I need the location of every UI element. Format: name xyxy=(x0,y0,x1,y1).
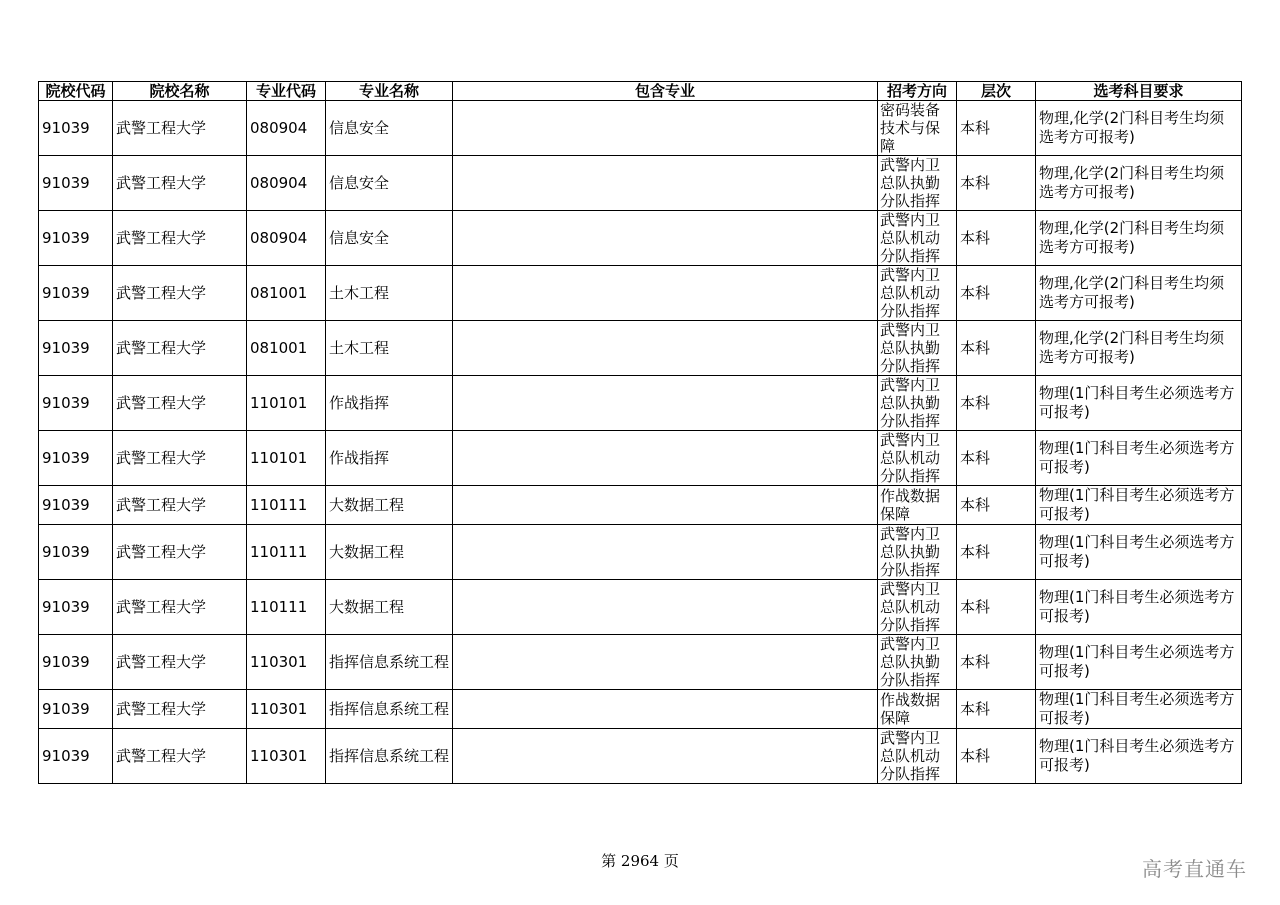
cell-direction: 武警内卫总队机动分队指挥 xyxy=(878,266,957,321)
cell-direction: 武警内卫总队机动分队指挥 xyxy=(878,211,957,266)
cell-included-majors xyxy=(453,321,878,376)
cell-major-code: 110111 xyxy=(247,525,326,580)
table-body xyxy=(39,101,1242,784)
cell-included-majors xyxy=(453,431,878,486)
cell-level: 本科 xyxy=(957,376,1036,431)
cell-direction: 武警内卫总队机动分队指挥 xyxy=(878,580,957,635)
cell-level: 本科 xyxy=(957,729,1036,784)
cell-major-code: 110101 xyxy=(247,376,326,431)
cell-direction: 武警内卫总队执勤分队指挥 xyxy=(878,525,957,580)
cell-direction: 密码装备技术与保障 xyxy=(878,101,957,156)
table-row xyxy=(39,729,1242,784)
cell-major-code: 081001 xyxy=(247,266,326,321)
cell-school-name: 武警工程大学 xyxy=(113,690,247,729)
header-included-majors: 包含专业 xyxy=(453,82,878,101)
table-row xyxy=(39,486,1242,525)
watermark-logo: 高考直通车 xyxy=(1142,857,1247,881)
cell-school-code: 91039 xyxy=(39,266,113,321)
cell-school-code: 91039 xyxy=(39,580,113,635)
admission-table-container xyxy=(38,81,1241,784)
table-row xyxy=(39,431,1242,486)
cell-major-code: 080904 xyxy=(247,101,326,156)
cell-subject-requirements: 物理,化学(2门科目考生均须选考方可报考) xyxy=(1036,156,1242,211)
header-level: 层次 xyxy=(957,82,1036,101)
cell-school-code: 91039 xyxy=(39,211,113,266)
cell-included-majors xyxy=(453,690,878,729)
cell-included-majors xyxy=(453,266,878,321)
cell-direction: 武警内卫总队机动分队指挥 xyxy=(878,431,957,486)
table-row xyxy=(39,525,1242,580)
cell-included-majors xyxy=(453,635,878,690)
cell-school-code: 91039 xyxy=(39,431,113,486)
cell-major-name: 信息安全 xyxy=(326,211,453,266)
cell-school-name: 武警工程大学 xyxy=(113,321,247,376)
cell-school-code: 91039 xyxy=(39,486,113,525)
cell-major-name: 大数据工程 xyxy=(326,580,453,635)
cell-major-code: 110301 xyxy=(247,690,326,729)
cell-level: 本科 xyxy=(957,101,1036,156)
cell-subject-requirements: 物理(1门科目考生必须选考方可报考) xyxy=(1036,690,1242,729)
cell-direction: 武警内卫总队执勤分队指挥 xyxy=(878,376,957,431)
cell-major-code: 110101 xyxy=(247,431,326,486)
cell-school-name: 武警工程大学 xyxy=(113,525,247,580)
admission-table xyxy=(38,81,1242,784)
cell-major-code: 080904 xyxy=(247,156,326,211)
cell-level: 本科 xyxy=(957,690,1036,729)
cell-direction: 作战数据保障 xyxy=(878,486,957,525)
cell-school-name: 武警工程大学 xyxy=(113,211,247,266)
table-row xyxy=(39,321,1242,376)
cell-included-majors xyxy=(453,729,878,784)
cell-school-name: 武警工程大学 xyxy=(113,580,247,635)
table-row xyxy=(39,156,1242,211)
cell-school-code: 91039 xyxy=(39,321,113,376)
table-header-row xyxy=(39,82,1242,101)
cell-included-majors xyxy=(453,580,878,635)
cell-school-name: 武警工程大学 xyxy=(113,431,247,486)
table-row xyxy=(39,376,1242,431)
table-row xyxy=(39,266,1242,321)
cell-included-majors xyxy=(453,525,878,580)
cell-included-majors xyxy=(453,101,878,156)
cell-included-majors xyxy=(453,486,878,525)
cell-major-name: 土木工程 xyxy=(326,321,453,376)
cell-major-name: 信息安全 xyxy=(326,156,453,211)
cell-school-name: 武警工程大学 xyxy=(113,635,247,690)
cell-level: 本科 xyxy=(957,580,1036,635)
cell-major-code: 110111 xyxy=(247,580,326,635)
header-school-name: 院校名称 xyxy=(113,82,247,101)
cell-direction: 武警内卫总队执勤分队指挥 xyxy=(878,635,957,690)
cell-direction: 武警内卫总队执勤分队指挥 xyxy=(878,321,957,376)
cell-subject-requirements: 物理(1门科目考生必须选考方可报考) xyxy=(1036,580,1242,635)
cell-school-code: 91039 xyxy=(39,690,113,729)
cell-subject-requirements: 物理(1门科目考生必须选考方可报考) xyxy=(1036,376,1242,431)
table-row xyxy=(39,690,1242,729)
cell-included-majors xyxy=(453,211,878,266)
cell-level: 本科 xyxy=(957,156,1036,211)
cell-subject-requirements: 物理,化学(2门科目考生均须选考方可报考) xyxy=(1036,321,1242,376)
cell-major-code: 110301 xyxy=(247,635,326,690)
cell-major-name: 土木工程 xyxy=(326,266,453,321)
cell-major-name: 作战指挥 xyxy=(326,431,453,486)
cell-subject-requirements: 物理(1门科目考生必须选考方可报考) xyxy=(1036,486,1242,525)
header-subject-requirements: 选考科目要求 xyxy=(1036,82,1242,101)
cell-school-name: 武警工程大学 xyxy=(113,266,247,321)
cell-school-code: 91039 xyxy=(39,101,113,156)
cell-major-name: 信息安全 xyxy=(326,101,453,156)
cell-major-name: 大数据工程 xyxy=(326,525,453,580)
cell-major-name: 指挥信息系统工程 xyxy=(326,690,453,729)
header-school-code: 院校代码 xyxy=(39,82,113,101)
cell-school-name: 武警工程大学 xyxy=(113,101,247,156)
cell-level: 本科 xyxy=(957,525,1036,580)
table-row xyxy=(39,211,1242,266)
header-direction: 招考方向 xyxy=(878,82,957,101)
cell-included-majors xyxy=(453,376,878,431)
table-row xyxy=(39,580,1242,635)
cell-subject-requirements: 物理(1门科目考生必须选考方可报考) xyxy=(1036,729,1242,784)
cell-subject-requirements: 物理(1门科目考生必须选考方可报考) xyxy=(1036,525,1242,580)
table-row xyxy=(39,635,1242,690)
cell-subject-requirements: 物理(1门科目考生必须选考方可报考) xyxy=(1036,431,1242,486)
cell-major-code: 081001 xyxy=(247,321,326,376)
page-number: 第 2964 页 xyxy=(601,852,679,870)
cell-included-majors xyxy=(453,156,878,211)
cell-school-name: 武警工程大学 xyxy=(113,376,247,431)
cell-subject-requirements: 物理,化学(2门科目考生均须选考方可报考) xyxy=(1036,101,1242,156)
cell-level: 本科 xyxy=(957,266,1036,321)
cell-major-code: 080904 xyxy=(247,211,326,266)
cell-school-code: 91039 xyxy=(39,376,113,431)
cell-major-code: 110111 xyxy=(247,486,326,525)
cell-major-name: 指挥信息系统工程 xyxy=(326,635,453,690)
cell-subject-requirements: 物理,化学(2门科目考生均须选考方可报考) xyxy=(1036,266,1242,321)
cell-school-code: 91039 xyxy=(39,729,113,784)
header-major-name: 专业名称 xyxy=(326,82,453,101)
cell-subject-requirements: 物理(1门科目考生必须选考方可报考) xyxy=(1036,635,1242,690)
cell-direction: 武警内卫总队执勤分队指挥 xyxy=(878,156,957,211)
cell-direction: 武警内卫总队机动分队指挥 xyxy=(878,729,957,784)
cell-level: 本科 xyxy=(957,431,1036,486)
cell-school-name: 武警工程大学 xyxy=(113,729,247,784)
cell-school-name: 武警工程大学 xyxy=(113,486,247,525)
header-major-code: 专业代码 xyxy=(247,82,326,101)
cell-school-code: 91039 xyxy=(39,525,113,580)
cell-level: 本科 xyxy=(957,635,1036,690)
cell-school-name: 武警工程大学 xyxy=(113,156,247,211)
cell-direction: 作战数据保障 xyxy=(878,690,957,729)
cell-major-name: 作战指挥 xyxy=(326,376,453,431)
cell-major-name: 大数据工程 xyxy=(326,486,453,525)
cell-level: 本科 xyxy=(957,486,1036,525)
cell-major-name: 指挥信息系统工程 xyxy=(326,729,453,784)
cell-school-code: 91039 xyxy=(39,156,113,211)
cell-subject-requirements: 物理,化学(2门科目考生均须选考方可报考) xyxy=(1036,211,1242,266)
cell-school-code: 91039 xyxy=(39,635,113,690)
cell-level: 本科 xyxy=(957,211,1036,266)
table-row xyxy=(39,101,1242,156)
cell-level: 本科 xyxy=(957,321,1036,376)
cell-major-code: 110301 xyxy=(247,729,326,784)
